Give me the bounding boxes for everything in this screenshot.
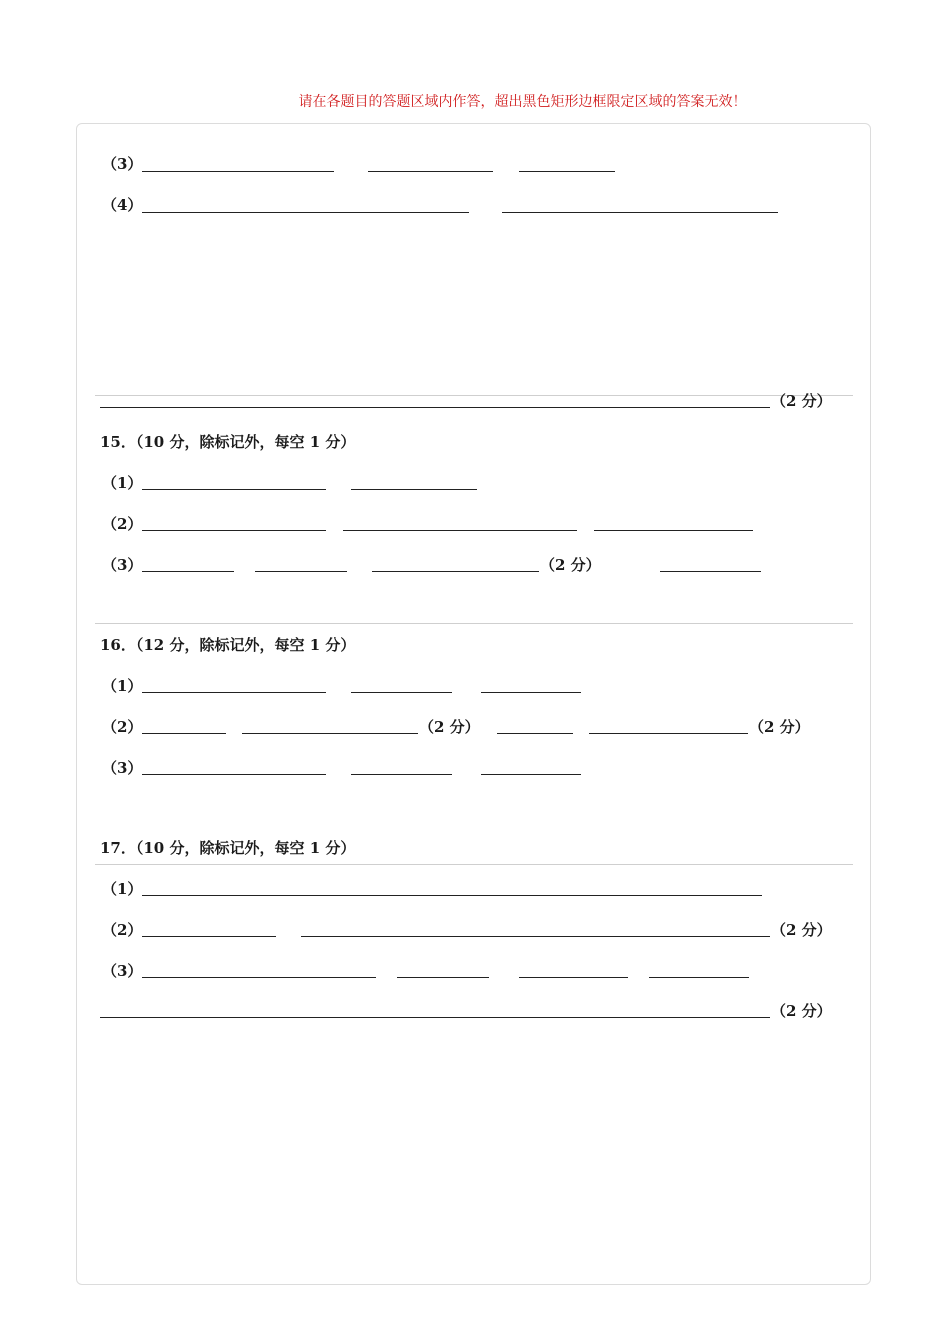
answer-blank[interactable] [255, 571, 347, 572]
q16-part1-label: （1） [102, 677, 143, 695]
answer-blank[interactable] [142, 489, 326, 490]
answer-blank[interactable] [519, 171, 615, 172]
q16-part2-label: （2） [102, 718, 143, 736]
score-label: （2 分） [771, 921, 832, 939]
score-label: （2 分） [540, 556, 601, 574]
score-label: （2 分） [749, 718, 810, 736]
q14-part4-label: （4） [102, 196, 143, 214]
answer-blank[interactable] [397, 977, 489, 978]
answer-blank[interactable] [649, 977, 749, 978]
answer-blank[interactable] [481, 692, 581, 693]
q15-part2-label: （2） [102, 515, 143, 533]
answer-blank[interactable] [660, 571, 761, 572]
answer-blank[interactable] [142, 936, 276, 937]
answer-blank[interactable] [502, 212, 778, 213]
answer-blank[interactable] [142, 977, 376, 978]
answer-blank[interactable] [142, 171, 334, 172]
answer-frame [76, 123, 871, 1285]
answer-area-warning: 请在各题目的答题区域内作答，超出黑色矩形边框限定区域的答案无效！ [298, 94, 747, 110]
answer-blank[interactable] [142, 212, 469, 213]
answer-blank[interactable] [100, 407, 770, 408]
score-label: （2 分） [771, 1002, 832, 1020]
answer-blank[interactable] [594, 530, 753, 531]
section-divider [95, 623, 853, 624]
q15-title: 15．（10 分，除标记外，每空 1 分） [100, 433, 356, 451]
q17-title: 17．（10 分，除标记外，每空 1 分） [100, 839, 356, 857]
q17-part2-label: （2） [102, 921, 143, 939]
answer-blank[interactable] [142, 571, 234, 572]
answer-blank[interactable] [519, 977, 628, 978]
answer-blank[interactable] [301, 936, 770, 937]
answer-blank[interactable] [589, 733, 748, 734]
answer-blank[interactable] [351, 692, 452, 693]
answer-blank[interactable] [497, 733, 573, 734]
answer-blank[interactable] [481, 774, 581, 775]
answer-blank[interactable] [351, 774, 452, 775]
q17-part3-label: （3） [102, 962, 143, 980]
answer-blank[interactable] [343, 530, 577, 531]
section-divider [95, 395, 853, 396]
q16-part3-label: （3） [102, 759, 143, 777]
answer-blank[interactable] [142, 895, 762, 896]
answer-blank[interactable] [142, 530, 326, 531]
answer-blank[interactable] [142, 733, 226, 734]
score-label: （2 分） [419, 718, 480, 736]
q17-part1-label: （1） [102, 880, 143, 898]
section-divider [95, 864, 853, 865]
q15-part1-label: （1） [102, 474, 143, 492]
answer-blank[interactable] [351, 489, 477, 490]
q16-title: 16．（12 分，除标记外，每空 1 分） [100, 636, 356, 654]
q15-part3-label: （3） [102, 556, 143, 574]
answer-blank[interactable] [368, 171, 493, 172]
answer-blank[interactable] [100, 1017, 770, 1018]
score-label: （2 分） [771, 392, 832, 410]
answer-blank[interactable] [142, 774, 326, 775]
answer-blank[interactable] [372, 571, 539, 572]
q14-part3-label: （3） [102, 155, 143, 173]
answer-blank[interactable] [242, 733, 418, 734]
answer-blank[interactable] [142, 692, 326, 693]
